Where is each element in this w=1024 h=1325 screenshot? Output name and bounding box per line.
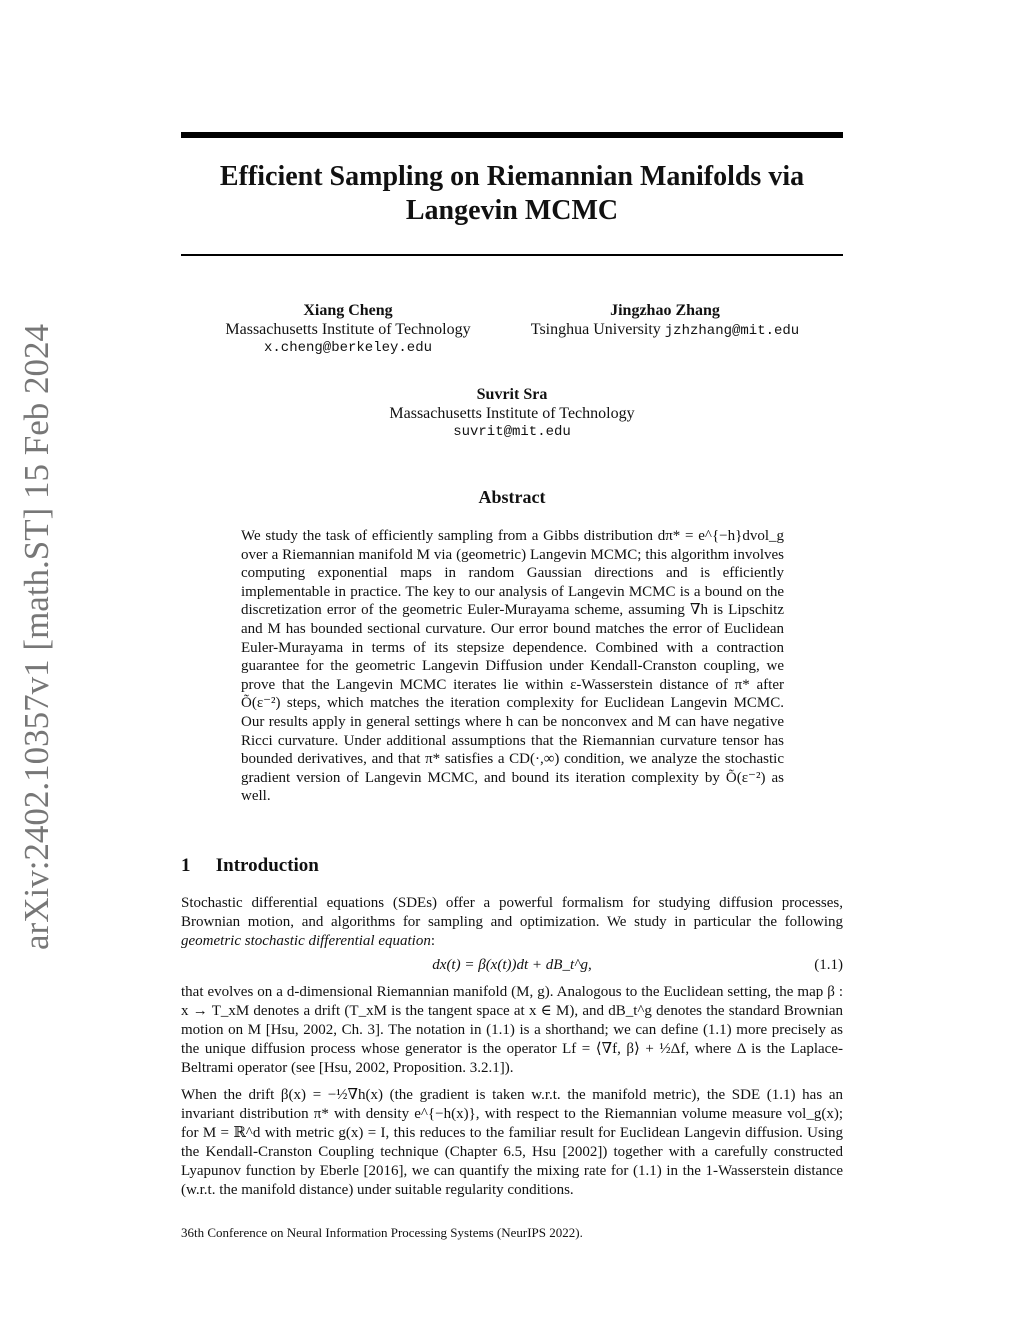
author-name: Suvrit Sra — [476, 386, 548, 403]
equation-1-1 — [181, 957, 843, 974]
intro-paragraph-3: When the drift β(x) = −½∇h(x) (the gradient is taken w.r.t. the manifold metric), the SDE (1.1) has an invariant distribution π* with density e^{−h(x)}, with respect to the Riemannian volume measure vol_g(x); for M = ℝ^d with metric g(x) = I, this reduces to the familiar result for Euclidean Langevin diffusion. Using the Kendall-Cranston Coupling technique (Chapter 6.5, Hsu [2002]) together with a carefully constructed Lyapunov function by Eberle [2016], we can quantify the mixing rate for (1.1) in the 1-Wasserstein distance (w.r.t. the manifold distance) under suitable regularity conditions. — [181, 1087, 843, 1198]
section-title: Introduction — [215, 855, 319, 876]
author-email[interactable]: jzhzhang@mit.edu — [664, 323, 800, 339]
equation-label: (1.1) — [814, 957, 843, 973]
section-heading — [181, 855, 319, 877]
section-number: 1 — [181, 855, 191, 876]
author-affiliation: Massachusetts Institute of Technology — [225, 321, 471, 338]
intro-paragraph-1: Stochastic differential equations (SDEs) offer a powerful formalism for studying diffusion processes, Brownian motion, and algorithms for sampling and optimization. We study in particular the following geometric stochastic differential equation: — [181, 895, 843, 949]
title-top-rule — [181, 132, 843, 138]
author-block-1 — [220, 301, 476, 358]
author-name: Jingzhao Zhang — [610, 302, 720, 319]
intro-paragraph-2: that evolves on a d-dimensional Riemannian manifold (M, g). Analogous to the Euclidean setting, the map β : x → T_xM denotes a drift (T_xM is the tangent space at x ∈ M), and dB_t^g denotes the standard Brownian motion on M [Hsu, 2002, Ch. 3]. The notation in (1.1) is a shorthand; we can define (1.1) more precisely as the unique diffusion process whose generator is the operator Lf = ⟨∇f, β⟩ + ½Δf, where Δ is the Laplace-Beltrami operator (see [Hsu, 2002, Proposition. 3.2.1]). — [181, 984, 843, 1076]
equation-body: dx(t) = β(x(t))dt + dB_t^g, — [432, 957, 592, 973]
arxiv-identifier: arXiv:2402.10357v1 [math.ST] 15 Feb 2024 — [17, 323, 56, 950]
author-affiliation: Massachusetts Institute of Technology — [389, 405, 635, 422]
title-line-1: Efficient Sampling on Riemannian Manifolds via — [219, 161, 805, 192]
title-bottom-rule — [181, 254, 843, 256]
author-name: Xiang Cheng — [303, 302, 393, 319]
title-line-2: Langevin MCMC — [405, 195, 619, 226]
author-block-2 — [520, 301, 810, 341]
paper-title — [181, 160, 843, 228]
author-email[interactable]: suvrit@mit.edu — [453, 424, 571, 440]
author-affiliation: Tsinghua University — [530, 321, 661, 338]
abstract-heading: Abstract — [478, 487, 546, 507]
intro-paragraph-1-text: Stochastic differential equations (SDEs) offer a powerful formalism for studying diffusion processes, Brownian motion, and algorithms for sampling and optimization. We study in particular the following — [181, 895, 843, 930]
intro-emphasis: geometric stochastic differential equation — [181, 933, 431, 949]
author-block-3 — [362, 385, 662, 442]
author-email[interactable]: x.cheng@berkeley.edu — [263, 340, 433, 356]
abstract-text: We study the task of efficiently sampling from a Gibbs distribution dπ* = e^{−h}dvol_g over a Riemannian manifold M via (geometric) Langevin MCMC; this algorithm involves computing exponential maps in random Gaussian directions and is efficiently implementable in practice. The key to our analysis of Langevin MCMC is a bound on the discretization error of the geometric Euler-Murayama scheme, assuming ∇h is Lipschitz and M has bounded sectional curvature. Our error bound matches the error of Euclidean Euler-Murayama in terms of its stepsize dependence. Combined with a contraction guarantee for the geometric Langevin Diffusion under Kendall-Cranston coupling, we prove that the Langevin MCMC iterates lie within ε-Wasserstein distance of π* after Õ(ε⁻²) steps, which matches the iteration complexity for Euclidean Langevin MCMC. Our results apply in general settings where h can be nonconvex and M can have negative Ricci curvature. Under additional assumptions that the Riemannian curvature tensor has bounded derivatives, and that π* satisfies a CD(·,∞) condition, we analyze the stochastic gradient version of Langevin MCMC, and bound its iteration complexity by Õ(ε⁻²) as well. — [241, 528, 784, 805]
conference-footnote: 36th Conference on Neural Information Processing Systems (NeurIPS 2022). — [181, 1225, 583, 1240]
author-affiliation-line — [520, 320, 810, 341]
